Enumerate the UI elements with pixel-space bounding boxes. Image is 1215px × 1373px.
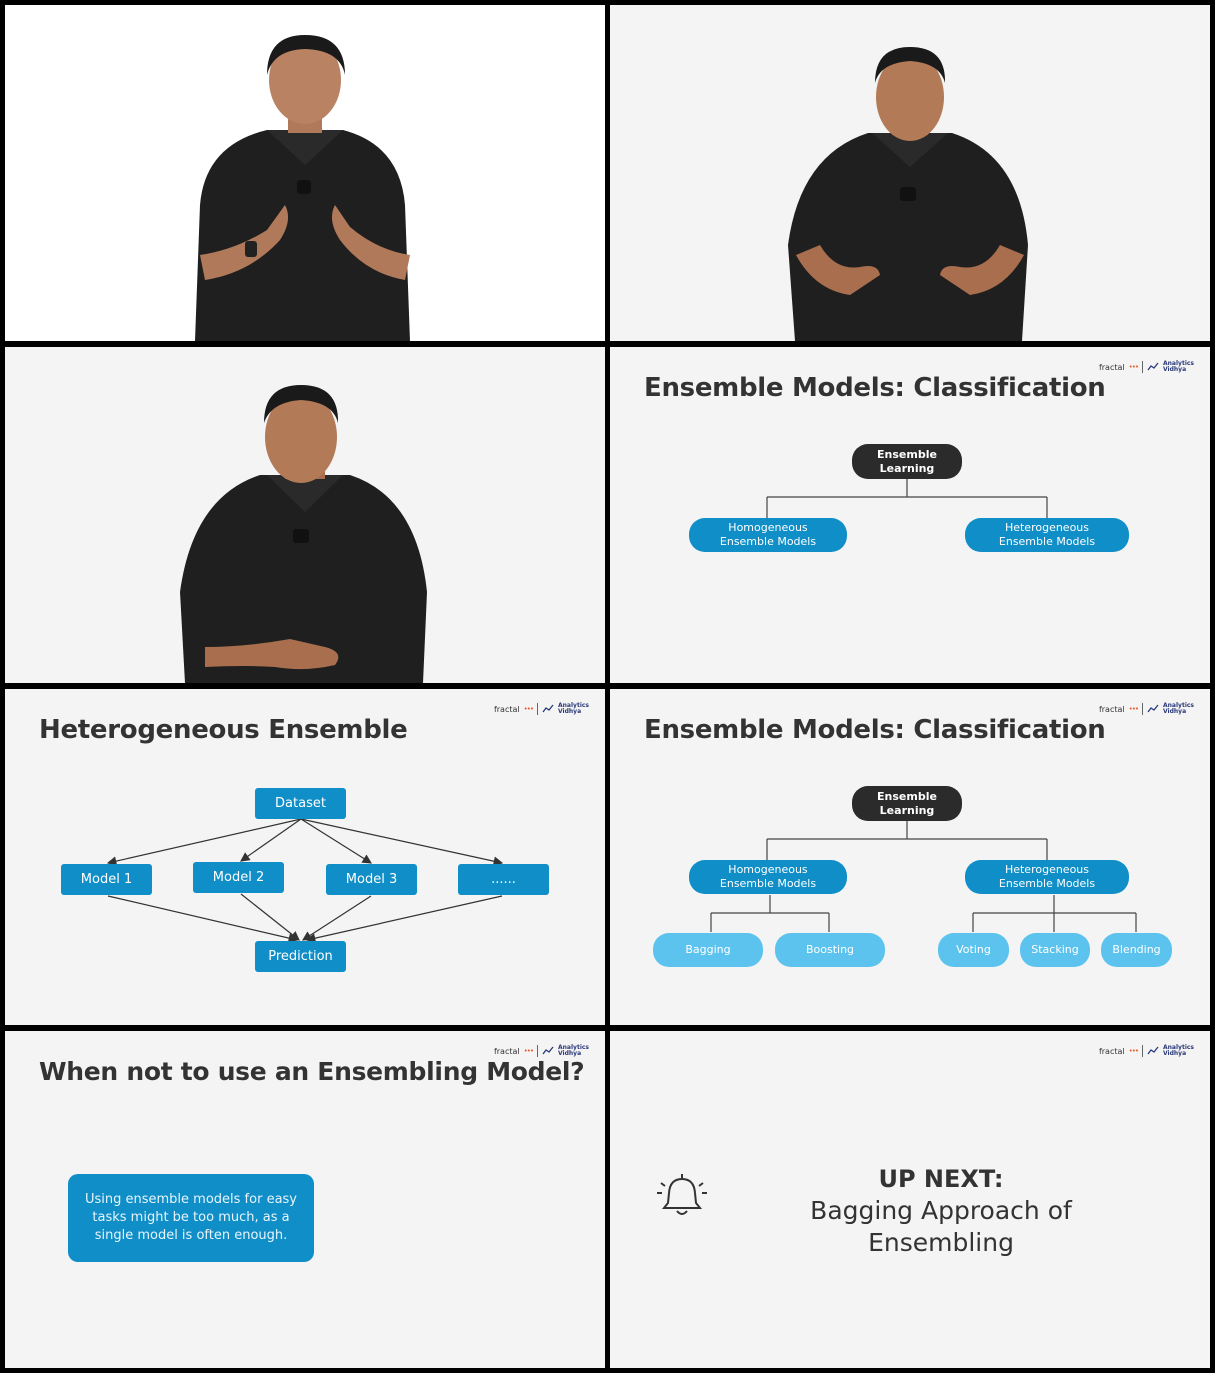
- node-blending: Blending: [1101, 933, 1172, 967]
- tree-connectors: [610, 689, 1210, 1025]
- node-boosting: Boosting: [775, 933, 885, 967]
- presenter-figure: [610, 5, 1210, 341]
- video-frame-presenter-2: [610, 5, 1210, 341]
- node-heterogeneous-ensemble: Heterogeneous Ensemble Models: [965, 860, 1129, 894]
- slide-heterogeneous-ensemble: [5, 689, 605, 1025]
- brand-logo: fractal ••• Analytics Vidhya: [493, 702, 589, 715]
- node-model-3: Model 3: [326, 864, 417, 895]
- node-bagging: Bagging: [653, 933, 763, 967]
- slide-ensemble-classification-1: [610, 347, 1210, 683]
- presenter-figure: [5, 5, 605, 341]
- node-model-2: Model 2: [193, 862, 284, 893]
- node-voting: Voting: [938, 933, 1009, 967]
- brand-logo: fractal ••• Analytics Vidhya: [1098, 1044, 1194, 1057]
- node-prediction: Prediction: [255, 941, 346, 972]
- node-stacking: Stacking: [1020, 933, 1090, 967]
- node-ensemble-learning: Ensemble Learning: [852, 444, 962, 479]
- video-frame-presenter-3: [5, 347, 605, 683]
- brand-logo: fractal ••• Analytics Vidhya: [1098, 360, 1194, 373]
- slide-title: Ensemble Models: Classification: [644, 373, 1106, 403]
- slide-title: Ensemble Models: Classification: [644, 715, 1106, 745]
- node-model-1: Model 1: [61, 864, 152, 895]
- brand-logo: fractal ••• Analytics Vidhya: [493, 1044, 589, 1057]
- up-next-topic: Bagging Approach of Ensembling: [810, 1196, 1072, 1257]
- up-next-label: UP NEXT:: [878, 1165, 1004, 1193]
- flow-arrows: [5, 689, 605, 1025]
- node-ensemble-learning: Ensemble Learning: [852, 786, 962, 821]
- bell-icon: [654, 1171, 710, 1221]
- presenter-figure: [5, 347, 605, 683]
- callout-note: Using ensemble models for easy tasks might be too much, as a single model is often enough.: [68, 1174, 314, 1262]
- up-next-text: [736, 1163, 1146, 1259]
- analytics-trend-icon: [1147, 1046, 1159, 1056]
- slide-up-next: [610, 1031, 1210, 1368]
- analytics-trend-icon: [542, 1046, 554, 1056]
- node-more-models: ......: [458, 864, 549, 895]
- video-frame-presenter-1: [5, 5, 605, 341]
- slide-title: Heterogeneous Ensemble: [39, 715, 408, 745]
- slide-when-not-to-use: [5, 1031, 605, 1368]
- slide-ensemble-classification-2: [610, 689, 1210, 1025]
- node-dataset: Dataset: [255, 788, 346, 819]
- node-heterogeneous-ensemble: Heterogeneous Ensemble Models: [965, 518, 1129, 552]
- tree-connectors: [610, 347, 1210, 683]
- node-homogeneous-ensemble: Homogeneous Ensemble Models: [689, 518, 847, 552]
- node-homogeneous-ensemble: Homogeneous Ensemble Models: [689, 860, 847, 894]
- brand-logo: fractal ••• Analytics Vidhya: [1098, 702, 1194, 715]
- slide-title: When not to use an Ensembling Model?: [39, 1057, 585, 1086]
